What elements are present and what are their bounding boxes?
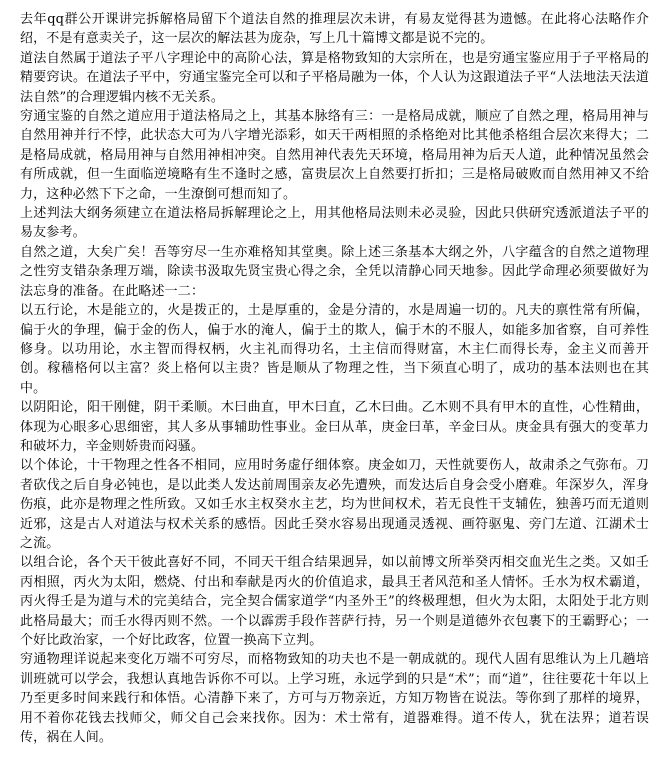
paragraph-three-principles: 穷通宝鉴的自然之道应用于道法格局之上，其基本脉络有三：一是格局成就，顺应了自然之理，格局用神与自然用神并行不悖，此状态大可为八字增光添彩，如天干两相照的杀格绝对比其他杀格组合层次来得大；二是格局成就，格局用神与自然用神相冲突。自然用神代表先天环境，格局用神为后天人道，此种情况虽然会有所成就，但一生面临逆境略有生不逢时之感，富贵层次上自然要打折扣；三是格局破败而自然用神又不给力，这种必然下下之命，一生潦倒可想而知了。 [20, 109, 649, 202]
paragraph-five-elements: 以五行论，木是能立的，火是拨正的，土是厚重的，金是分清的，水是周遍一切的。凡夫的禀性常有所偏，偏于火的争理，偏于金的伤人，偏于水的淹人，偏于土的欺人，偏于木的不服人，如能多加省察，自可养性修身。以功用论，水主智而得权柄，火主礼而得功名，土主信而得财富，木主仁而得长寿，金主义而善开创。稼穑格何以主富？炎上格何以主贵？皆是顺从了物理之性，当下须直心明了，成功的基本法则也在其中。 [20, 303, 649, 396]
paragraph-note: 上述判法大纲务须建立在道法格局拆解理论之上，用其他格局法则未必灵验，因此只供研究透派道法子平的易友参考。 [20, 206, 649, 241]
paragraph-yin-yang: 以阴阳论，阳干刚健，阴干柔顺。木曰曲直，甲木曰直，乙木曰曲。乙木则不具有甲木的直性，心性精曲，体现为心眼多心思细密，其人多从事辅助性事业。金曰从革，庚金曰革，辛金曰从。庚金具有强大的变革力和破坏力，辛金则娇贵而闷骚。 [20, 400, 649, 454]
paragraph-nature-way: 自然之道，大矣广矣！吾等穷尽一生亦难格知其堂奥。除上述三条基本大纲之外，八字蕴含的自然之道物理之性穷支错杂条理万端，除读书汲取先贤宝贵心得之余，全凭以清静心同天地参。因此学命理必须要做好为法忘身的准备。在此略述一二： [20, 244, 649, 299]
paragraph-definition: 道法自然属于道法子平八字理论中的高阶心法，算是格物致知的大宗所在，也是穷通宝鉴应用于子平格局的精要窍诀。在道法子平中，穷通宝鉴完全可以和子平格局融为一体，个人认为这跟道法子平“人法地法天法道法自然”的合理逻辑内核不无关系。 [20, 50, 649, 105]
paragraph-intro: 去年qq群公开课讲完拆解格局留下个道法自然的推理层次未讲，有易友觉得甚为遗憾。在此将心法略作介绍，不是有意卖关子，这一层次的解法甚为庞杂，写上几十篇博文都是说不完的。 [20, 12, 649, 47]
paragraph-individual: 以个体论，十干物理之性各不相同，应用时务虚仔细体察。庚金如刀，天性就要伤人，故肃杀之气弥布。刀者砍伐之后自身必钝也，是以此类人发达前周围亲友必先遭殃，而发达后自身会受小磨难。年深岁久，浑身伤痕，此亦是物理之性所致。又如壬水主权癸水主艺，均为世间权术，若无良性干支辅佐，独善巧而无道则近邪，这是古人对道法与权术关系的感悟。因此壬癸水容易出现通灵透视、画符驱鬼、旁门左道、江湖术士之流。 [20, 458, 649, 551]
paragraph-combination: 以组合论，各个天干彼此喜好不同，不同天干组合结果迥异，如以前博文所举癸丙相交血光生之类。又如壬丙相照，丙火为太阳，燃烧、付出和奉献是丙火的价值追求，最具王者风范和圣人情怀。壬水为权术霸道，丙火得壬是为道与术的完美结合，完全契合儒家道学“内圣外王”的终极理想，但火为太阳，太阳处于北方则此格局最大；而壬水得丙则不然。一个以霹雳手段作菩萨行持，另一个则是道德外衣包裹下的王霸野心；一个好比政治家，一个好比政客，位置一换高下立判。 [20, 555, 649, 648]
paragraph-conclusion: 穷通物理详说起来变化万端不可穷尽，而格物致知的功夫也不是一朝成就的。现代人固有思维认为上几趟培训班就可以学会，我想认真地告诉你不可以。上学习班，永远学到的只是“术”；而“道”，往往要花十年以上乃至更多时间来践行和体悟。心清静下来了，方可与万物亲近，方知万物皆在说法。等你到了那样的境界，用不着你花钱去找师父，师父自己会来找你。因为：术士常有，道器难得。道不传人，犹在法界；道若误传，祸在人间。 [20, 652, 649, 746]
